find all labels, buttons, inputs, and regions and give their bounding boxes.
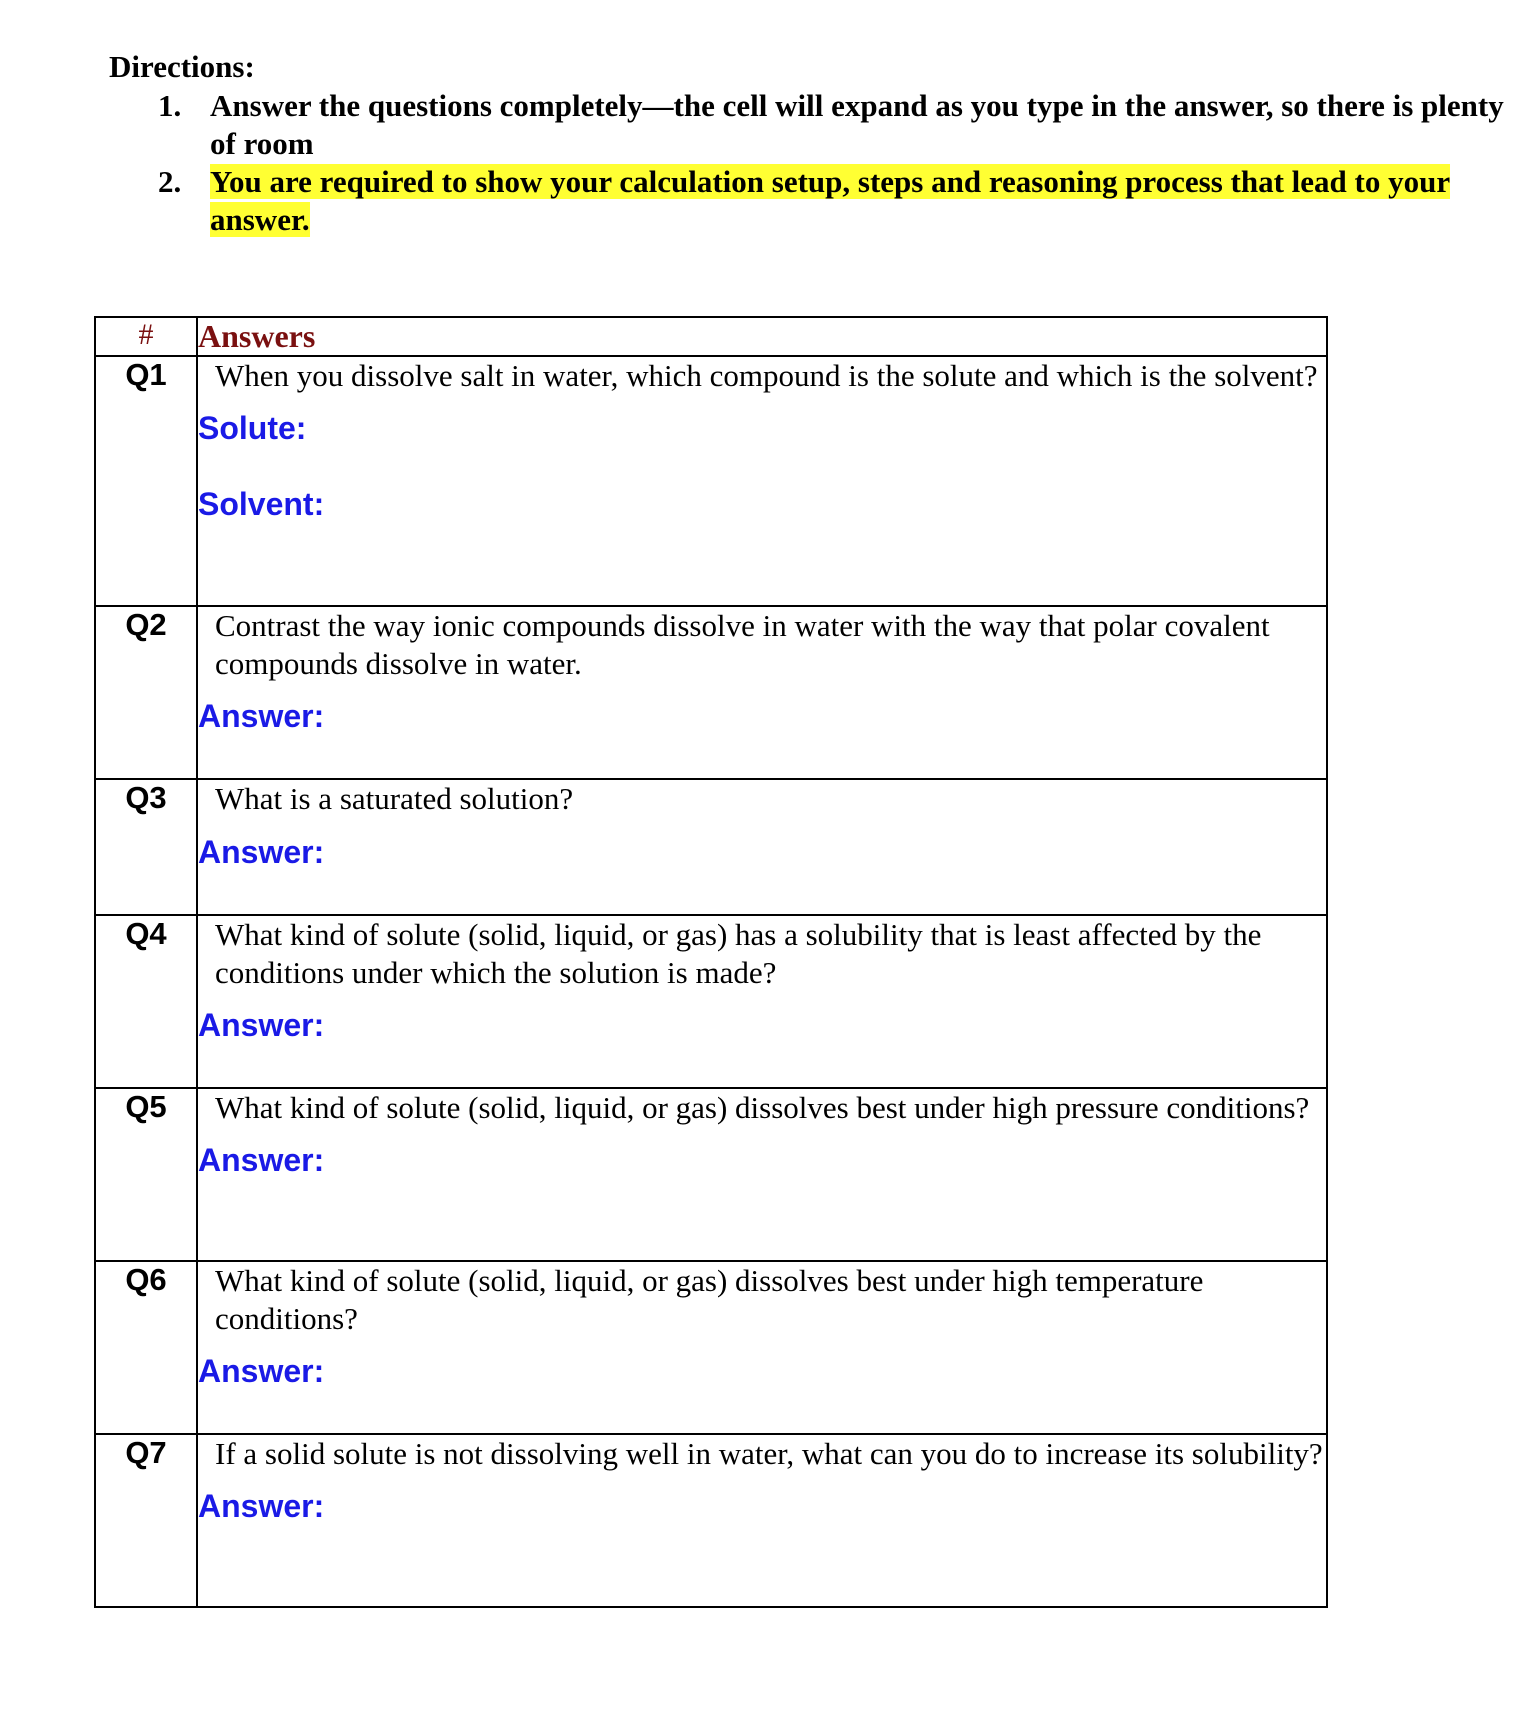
directions-block xyxy=(109,48,1529,239)
question-text: What kind of solute (solid, liquid, or gas) has a solubility that is least affected by the conditions under which the solution is made? xyxy=(215,917,1262,990)
answer-cell[interactable] xyxy=(197,779,1327,915)
table-row-q4 xyxy=(95,915,1327,1088)
answer-cell[interactable] xyxy=(197,1088,1327,1261)
directions-list xyxy=(109,87,1529,239)
question-text: What kind of solute (solid, liquid, or gas) dissolves best under high pressure conditions? xyxy=(215,1090,1310,1125)
table-row-q5 xyxy=(95,1088,1327,1261)
answer-label: Answer: xyxy=(198,1353,325,1389)
table-row-q2 xyxy=(95,606,1327,779)
answer-cell[interactable] xyxy=(197,1434,1327,1607)
question-answer-table xyxy=(94,316,1328,1608)
question-number: Q5 xyxy=(95,1088,197,1261)
direction-text-highlighted: You are required to show your calculation setup, steps and reasoning process that lead to your answer. xyxy=(210,164,1451,237)
answer-cell[interactable] xyxy=(197,1261,1327,1434)
table-row-q3 xyxy=(95,779,1327,915)
answer-label: Answer: xyxy=(198,1007,325,1043)
question-number: Q2 xyxy=(95,606,197,779)
question-text: Contrast the way ionic compounds dissolve in water with the way that polar covalent compounds dissolve in water. xyxy=(215,608,1270,681)
question-text: What kind of solute (solid, liquid, or gas) dissolves best under high temperature conditions? xyxy=(215,1263,1204,1336)
direction-text: Answer the questions completely—the cell will expand as you type in the answer, so there is plenty of room xyxy=(210,88,1504,161)
answer-label: Answer: xyxy=(198,834,325,870)
table-row-q1 xyxy=(95,356,1327,606)
number-column-header: # xyxy=(95,317,197,356)
table-row-q6 xyxy=(95,1261,1327,1434)
answer-cell[interactable] xyxy=(197,915,1327,1088)
direction-item-2 xyxy=(109,163,1529,239)
solvent-label: Solvent: xyxy=(198,486,325,522)
answer-label: Answer: xyxy=(198,698,325,734)
answer-label: Answer: xyxy=(198,1488,325,1524)
question-text: What is a saturated solution? xyxy=(215,781,574,816)
question-number: Q3 xyxy=(95,779,197,915)
question-number: Q4 xyxy=(95,915,197,1088)
answers-column-header: Answers xyxy=(197,317,1327,356)
direction-number: 2. xyxy=(158,164,182,199)
solute-label: Solute: xyxy=(198,410,307,446)
directions-heading: Directions: xyxy=(109,49,255,84)
answer-label: Answer: xyxy=(198,1142,325,1178)
answer-cell[interactable] xyxy=(197,356,1327,606)
question-number: Q7 xyxy=(95,1434,197,1607)
table-row-q7 xyxy=(95,1434,1327,1607)
question-number: Q6 xyxy=(95,1261,197,1434)
question-number: Q1 xyxy=(95,356,197,606)
answer-cell[interactable] xyxy=(197,606,1327,779)
direction-item-1 xyxy=(109,87,1529,163)
direction-number: 1. xyxy=(158,88,182,123)
table-header-row xyxy=(95,317,1327,356)
question-text: When you dissolve salt in water, which compound is the solute and which is the solvent? xyxy=(215,358,1318,393)
question-text: If a solid solute is not dissolving well in water, what can you do to increase its solubility? xyxy=(215,1436,1323,1471)
